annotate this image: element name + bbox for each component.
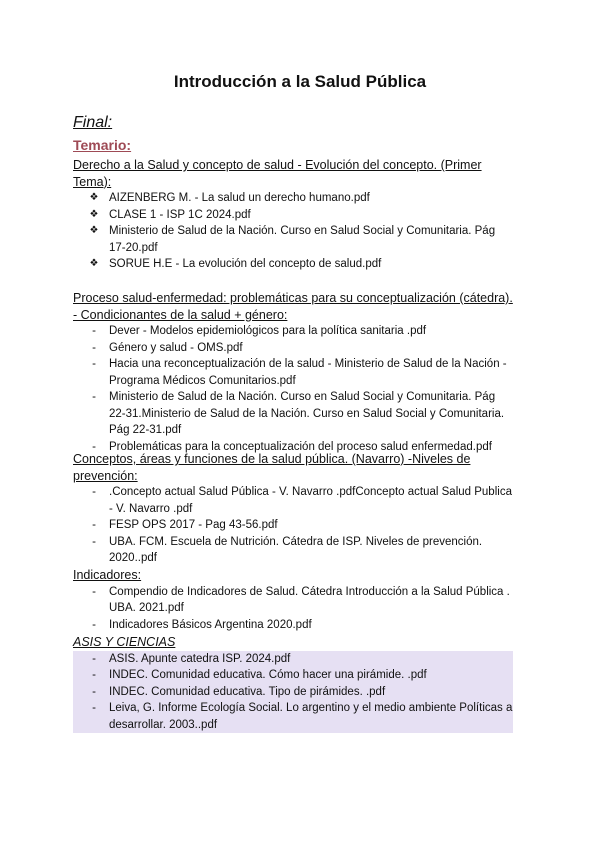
dash-bullet-icon: - [92, 535, 96, 548]
file-list [73, 484, 513, 567]
file-link[interactable]: Género y salud - OMS.pdf [109, 341, 243, 354]
temario-label: Temario: [73, 137, 132, 153]
section-heading: ASIS Y CIENCIAS [73, 635, 176, 649]
dash-bullet-icon: - [92, 325, 96, 337]
file-link[interactable]: Dever - Modelos epidemiológicos para la política sanitaria .pdf [109, 325, 427, 337]
section-asis-ciencias [73, 634, 513, 733]
file-link[interactable]: Leiva, G. Informe Ecología Social. Lo argentino y el medio ambiente Políticas a desarrollar. 2003..pdf [109, 702, 513, 731]
list-item[interactable] [73, 517, 513, 534]
file-link[interactable]: FESP OPS 2017 - Pag 43-56.pdf [109, 519, 278, 531]
list-item[interactable] [73, 484, 513, 517]
list-item[interactable] [73, 584, 513, 617]
document-title: Introducción a la Salud Pública [173, 72, 427, 91]
list-item[interactable] [73, 700, 513, 733]
list-item[interactable] [73, 356, 513, 389]
file-list [73, 584, 513, 634]
section-heading: Derecho a la Salud y concepto de salud - Evolución del concepto. (Primer Tema): [73, 158, 482, 189]
section-derecho-salud [73, 157, 513, 273]
file-link[interactable]: Compendio de Indicadores de Salud. Cátedra Introducción a la Salud Pública . UBA. 2021.pdf [109, 585, 510, 614]
section-heading: Conceptos, áreas y funciones de la salud pública. (Navarro) -Niveles de prevención: [73, 452, 471, 483]
section-conceptos-salud-publica [73, 451, 513, 567]
list-item[interactable] [73, 389, 513, 439]
dash-bullet-icon: - [92, 391, 96, 403]
final-label: Final: [73, 114, 113, 131]
section-heading: Indicadores: [73, 568, 142, 582]
diamond-bullet-icon: ❖ [89, 208, 99, 220]
file-link[interactable]: INDEC. Comunidad educativa. Cómo hacer una pirámide. .pdf [109, 669, 427, 681]
file-link[interactable]: Ministerio de Salud de la Nación. Curso en Salud Social y Comunitaria. Pág 22-31.Ministerio de Salud de la Nación. Curso en Salud Social y Comunitaria. Pág 22-31.pdf [109, 391, 505, 436]
list-item[interactable] [73, 684, 513, 701]
diamond-bullet-icon: ❖ [89, 192, 99, 203]
dash-bullet-icon: - [92, 341, 96, 354]
file-list [73, 323, 513, 455]
list-item[interactable] [73, 207, 513, 224]
list-item[interactable] [73, 340, 513, 357]
list-item[interactable] [73, 651, 513, 668]
list-item[interactable] [73, 617, 513, 634]
file-link[interactable]: Indicadores Básicos Argentina 2020.pdf [109, 618, 312, 631]
diamond-bullet-icon: ❖ [89, 225, 99, 236]
dash-bullet-icon: - [92, 585, 96, 598]
file-link[interactable]: Ministerio de Salud de la Nación. Curso en Salud Social y Comunitaria. Pág 17-20.pdf [109, 225, 496, 254]
file-link[interactable]: AIZENBERG M. - La salud un derecho humano.pdf [109, 192, 370, 204]
dash-bullet-icon: - [92, 358, 96, 370]
list-item[interactable] [73, 667, 513, 684]
file-link[interactable]: .Concepto actual Salud Pública - V. Navarro .pdfConcepto actual Salud Publica - V. Navarro .pdf [109, 486, 512, 515]
file-list [73, 190, 513, 273]
dash-bullet-icon: - [92, 486, 96, 498]
list-item[interactable] [73, 534, 513, 567]
dash-bullet-icon: - [92, 440, 96, 453]
dash-bullet-icon: - [92, 618, 96, 631]
file-link[interactable]: INDEC. Comunidad educativa. Tipo de pirámides. .pdf [109, 685, 386, 698]
list-item[interactable] [73, 323, 513, 340]
dash-bullet-icon: - [92, 702, 96, 714]
dash-bullet-icon: - [92, 519, 96, 531]
file-link[interactable]: Problemáticas para la conceptualización del proceso salud enfermedad.pdf [109, 440, 492, 453]
file-list [73, 651, 513, 734]
file-link[interactable]: CLASE 1 - ISP 1C 2024.pdf [109, 208, 251, 221]
file-link[interactable]: ASIS. Apunte catedra ISP. 2024.pdf [109, 652, 291, 665]
file-link[interactable]: UBA. FCM. Escuela de Nutrición. Cátedra de ISP. Niveles de prevención. 2020..pdf [109, 535, 483, 564]
file-link[interactable]: SORUE H.E - La evolución del concepto de salud.pdf [109, 258, 382, 270]
list-item[interactable] [73, 256, 513, 273]
section-proceso-salud-enfermedad [73, 290, 513, 455]
file-link[interactable]: Hacia una reconceptualización de la salud - Ministerio de Salud de la Nación - Programa Médicos Comunitarios.pdf [109, 358, 507, 387]
list-item[interactable] [73, 223, 513, 256]
diamond-bullet-icon: ❖ [89, 258, 99, 269]
dash-bullet-icon: - [92, 652, 96, 665]
section-indicadores [73, 567, 513, 633]
dash-bullet-icon: - [92, 669, 96, 681]
section-heading: Proceso salud-enfermedad: problemáticas para su conceptualización (cátedra). - Condicionantes de la salud + género: [73, 291, 513, 322]
list-item[interactable] [73, 190, 513, 207]
dash-bullet-icon: - [92, 685, 96, 698]
